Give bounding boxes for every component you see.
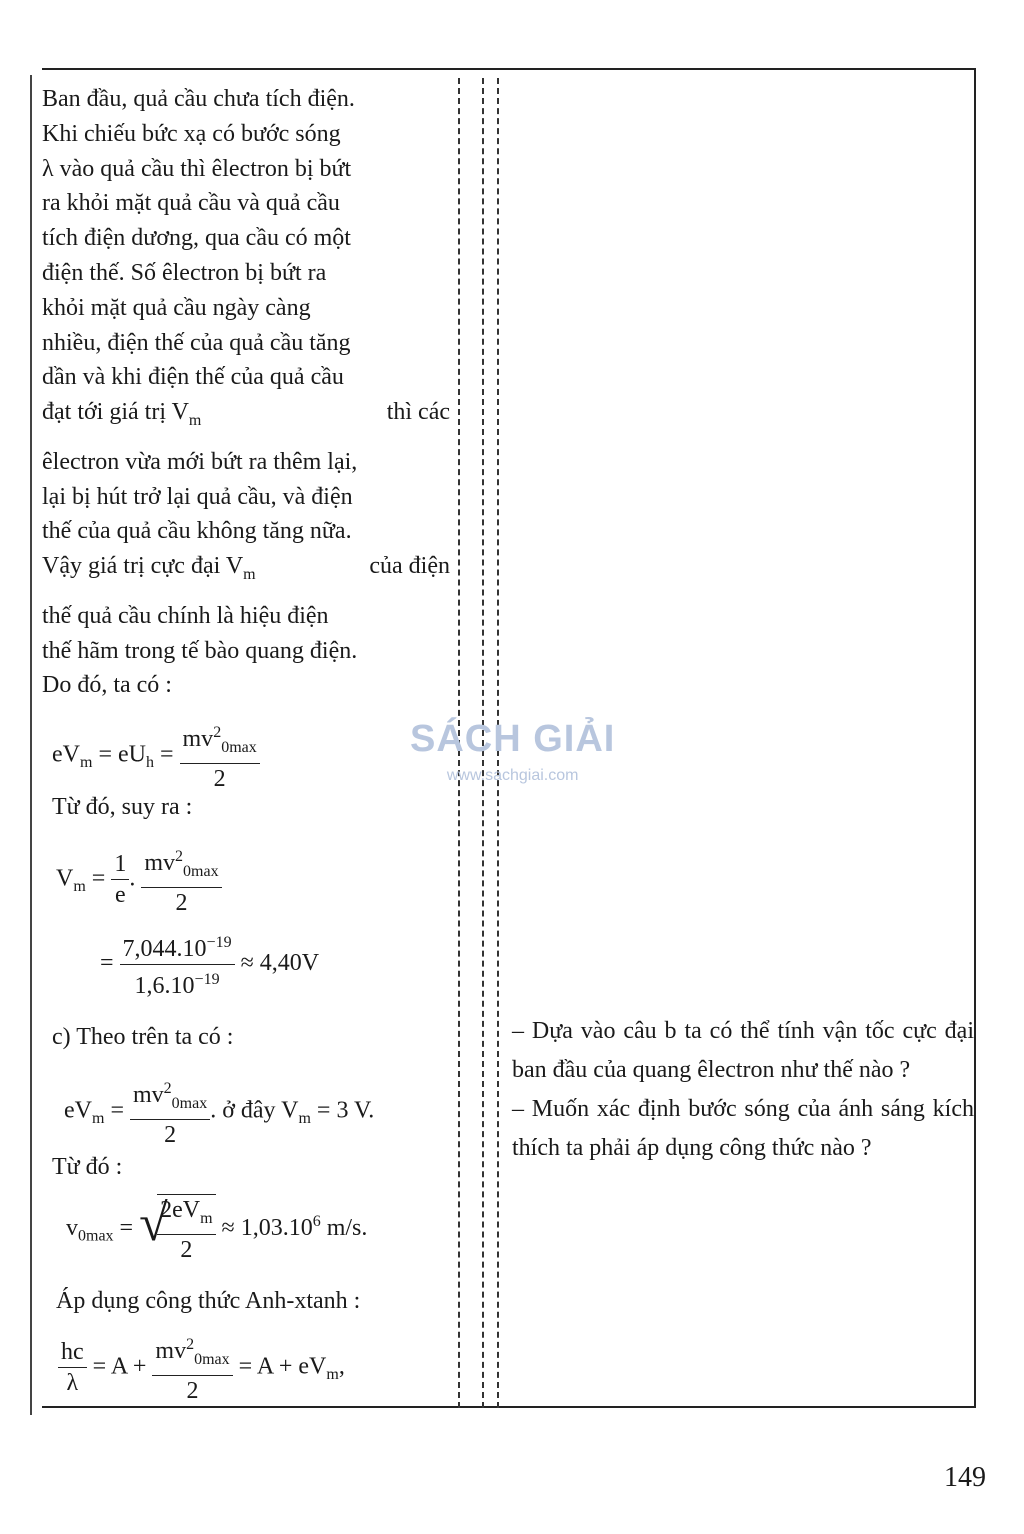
numerator-exponent: −19 [206,934,232,951]
text-line: Do đó, ta có : [42,672,172,699]
equation-5: $v_{0max}$ = √ $\frac{2eV_m}{2}$ ≈ $1,03.10^6$ m/s. [66,1195,368,1263]
text-fragment: đạt tới giá trị V [42,399,189,426]
text-line: Ban đầu, quả cầu chưa tích điện. [42,86,355,112]
text-fragment: của điện [369,553,450,580]
text-fragment: thì các [386,399,450,426]
text-line: nhiều, điện thế của quả cầu tăng [42,329,351,356]
velocity-unit: m/s. [320,1214,368,1241]
left-column [42,82,450,703]
question-2: – Muốn xác định bước sóng của ánh sáng kích thích ta phải áp dụng công thức nào ? [512,1096,974,1161]
equation-3: = $\frac{7,044.10^{-19}}{1,6.10^{-19}}$ ≈ 4,40V [100,928,319,1001]
text-line: êlectron vừa mới bứt ra thêm lại, [42,448,358,475]
text-line-vay: Vậy giá trị cực đại $V_m$ của điện [42,549,450,593]
text-line: lại bị hút trở lại quả cầu, và điện [42,483,353,510]
numeric-result: ≈ 4,40V [240,950,320,977]
text-line: dần và khi điện thế của quả cầu [42,364,344,391]
watermark-url: www.sachgiai.com [446,767,579,784]
denominator: 1,6.10 [134,973,195,999]
text-line: Khi chiếu bức xạ có bước sóng [42,120,341,147]
equation-4: $eV_m$ = $\frac{mv^2_{0max}}{2}$ . ở đây $V_m = 3$ V. [64,1074,374,1150]
vm-value: = 3 V. [316,1097,375,1124]
equation-6: $\frac{hc}{\lambda}$ = A + $\frac{mv^2_{0max}}{2}$ = $A + eV_m$, [58,1330,345,1406]
watermark [410,718,615,785]
velocity-exponent: 6 [312,1212,321,1230]
text-tu-do-suy-ra: Từ đó, suy ra : [52,794,193,820]
numerator: 7,044.10 [122,936,207,962]
text-fragment: Vậy giá trị cực đại V [42,553,244,580]
right-column [512,1012,974,1168]
text-line: ra khỏi mặt quả cầu và quả cầu [42,190,340,217]
equation-1: $eV_m = eU_h$ = $\frac{mv^2_{0max}}{2}$ [52,718,260,794]
page-number: 149 [944,1462,986,1493]
text-ap-dung: Áp dụng công thức Anh-xtanh : [56,1288,361,1314]
text-line: khỏi mặt quả cầu ngày càng [42,294,311,321]
text-o-day: . ở đây [210,1097,276,1124]
equation-2: $V_m$ = $\frac{1}{e}$ . $\frac{mv^2_{0max}}{2}$ [56,842,222,918]
text-line: thế quả cầu chính là hiệu điện [42,602,329,629]
watermark-logo: SÁCH GIẢI [410,718,616,760]
text-part-c: c) Theo trên ta có : [52,1024,234,1050]
text-line: λ vào quả cầu thì êlectron bị bứt [42,155,352,182]
velocity-result: ≈ 1,03.10 [221,1214,313,1241]
denominator-exponent: −19 [194,971,220,988]
table-left-border [30,75,32,1415]
text-tu-do: Từ đó : [52,1154,123,1180]
text-line: tích điện dương, qua cầu có một [42,225,351,252]
text-line: thế hãm trong tế bào quang điện. [42,637,358,664]
text-line: điện thế. Số êlectron bị bứt ra [42,259,327,286]
question-1: – Dựa vào câu b ta có thể tính vận tốc cực đại ban đầu của quang êlectron như thế nào ? [512,1018,974,1083]
text-line-vm: đạt tới giá trị $V_m$ thì các [42,395,450,439]
text-line: thế của quả cầu không tăng nữa. [42,518,352,545]
